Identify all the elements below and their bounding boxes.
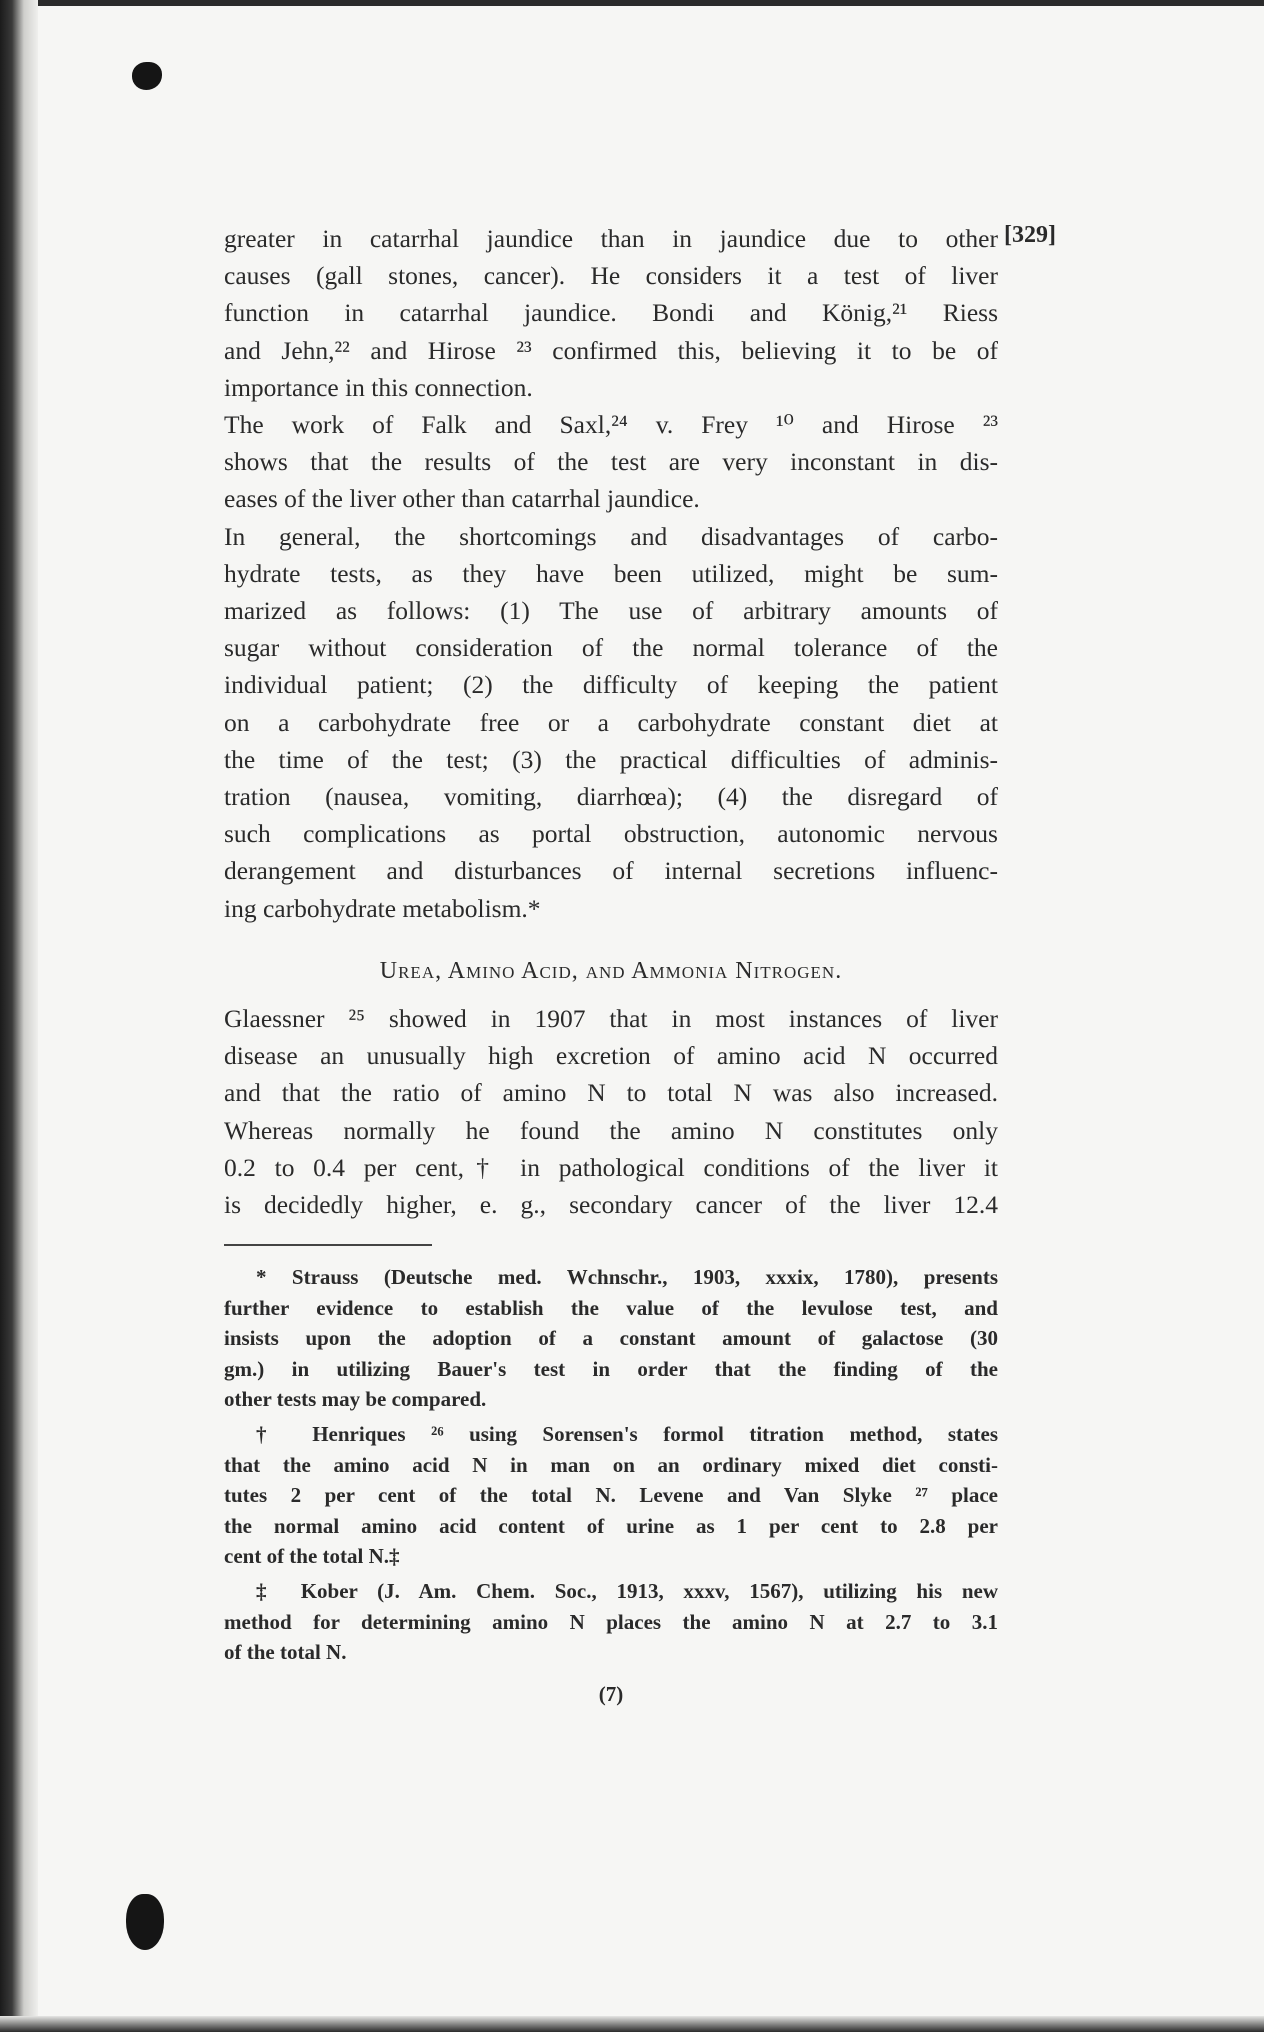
page-bottom-edge <box>0 2016 1264 2032</box>
paragraph-2 <box>224 406 998 518</box>
text-line: causes (gall stones, cancer). He considers it a test of liver <box>224 261 998 291</box>
text-line: is decidedly higher, e. g., secondary cancer of the liver 12.4 <box>224 1190 998 1220</box>
text-line: importance in this connection. <box>224 372 533 402</box>
text-line: the time of the test; (3) the practical difficulties of adminis- <box>224 744 998 774</box>
footnote-rule <box>224 1244 432 1246</box>
text-line: sugar without consideration of the normal tolerance of the <box>224 633 998 663</box>
footnote-line: the normal amino acid content of urine as 1 per cent to 2.8 per <box>224 1513 998 1538</box>
text-line: Glaessner ²⁵ showed in 1907 that in most instances of liver <box>224 1004 998 1033</box>
text-line: hydrate tests, as they have been utilized, might be sum- <box>224 558 998 588</box>
text-line: such complications as portal obstruction, autonomic nervous <box>224 819 998 849</box>
text-line: tration (nausea, vomiting, diarrhœa); (4) the disregard of <box>224 782 998 812</box>
footnote-double-dagger <box>224 1576 998 1668</box>
footnote-line: tutes 2 per cent of the total N. Levene and Van Slyke ²⁷ place <box>224 1483 998 1508</box>
footnote-line: further evidence to establish the value of the levulose test, and <box>224 1295 998 1320</box>
text-line: eases of the liver other than catarrhal jaundice. <box>224 484 700 514</box>
ink-blot-bottom <box>126 1894 164 1950</box>
text-line: 0.2 to 0.4 per cent,† in pathological conditions of the liver it <box>224 1152 998 1182</box>
section-body-text <box>224 1000 998 1223</box>
footnote-line: of the total N. <box>224 1640 347 1665</box>
text-line: Whereas normally he found the amino N constitutes only <box>224 1115 998 1145</box>
text-line: greater in catarrhal jaundice than in jaundice due to other <box>224 224 998 253</box>
footnote-dagger <box>224 1419 998 1572</box>
text-line: marized as follows: (1) The use of arbitrary amounts of <box>224 596 998 626</box>
footnote-line: † Henriques ²⁶ using Sorensen's formol titration method, states <box>256 1421 998 1446</box>
footnote-line: that the amino acid N in man on an ordinary mixed diet consti- <box>224 1452 998 1477</box>
text-line: disease an unusually high excretion of amino acid N occurred <box>224 1041 998 1071</box>
text-line: shows that the results of the test are very inconstant in dis- <box>224 447 998 477</box>
text-line: and that the ratio of amino N to total N was also increased. <box>224 1078 998 1108</box>
footnote-line: gm.) in utilizing Bauer's test in order that the finding of the <box>224 1356 998 1381</box>
marginal-page-reference: [329] <box>1004 222 1056 248</box>
footnote-line: ‡ Kober (J. Am. Chem. Soc., 1913, xxxv, 1567), utilizing his new <box>256 1578 998 1603</box>
section-paragraph <box>224 1000 998 1223</box>
footnote-line: insists upon the adoption of a constant amount of galactose (30 <box>224 1326 998 1351</box>
text-line: ing carbohydrate metabolism.* <box>224 893 541 923</box>
section-heading: Urea, Amino Acid, and Ammonia Nitrogen. <box>379 958 843 984</box>
page-top-edge <box>0 0 1264 6</box>
page-number: (7) <box>598 1682 624 1706</box>
text-line: and Jehn,²² and Hirose ²³ confirmed this, believing it to be of <box>224 335 998 365</box>
ink-blot-top <box>132 62 162 90</box>
text-line: derangement and disturbances of internal secretions influenc- <box>224 856 998 886</box>
footnote-line: other tests may be compared. <box>224 1387 487 1412</box>
footnote-line: method for determining amino N places the amino N at 2.7 to 3.1 <box>224 1609 998 1634</box>
text-line: In general, the shortcomings and disadvantages of carbo- <box>224 521 998 551</box>
footnote-asterisk <box>224 1262 998 1415</box>
paragraph-1 <box>224 220 998 406</box>
text-line: individual patient; (2) the difficulty of keeping the patient <box>224 670 998 700</box>
text-line: on a carbohydrate free or a carbohydrate constant diet at <box>224 707 998 737</box>
footnote-line: cent of the total N.‡ <box>224 1544 400 1569</box>
body-text <box>224 220 998 927</box>
text-line: function in catarrhal jaundice. Bondi and König,²¹ Riess <box>224 298 998 328</box>
paragraph-3 <box>224 518 998 927</box>
footnotes <box>224 1262 998 1672</box>
binding-edge <box>0 0 38 2032</box>
text-line: The work of Falk and Saxl,²⁴ v. Frey ¹⁰ and Hirose ²³ <box>224 410 998 440</box>
footnote-line: * Strauss (Deutsche med. Wchnschr., 1903, xxxix, 1780), presents <box>256 1265 998 1289</box>
